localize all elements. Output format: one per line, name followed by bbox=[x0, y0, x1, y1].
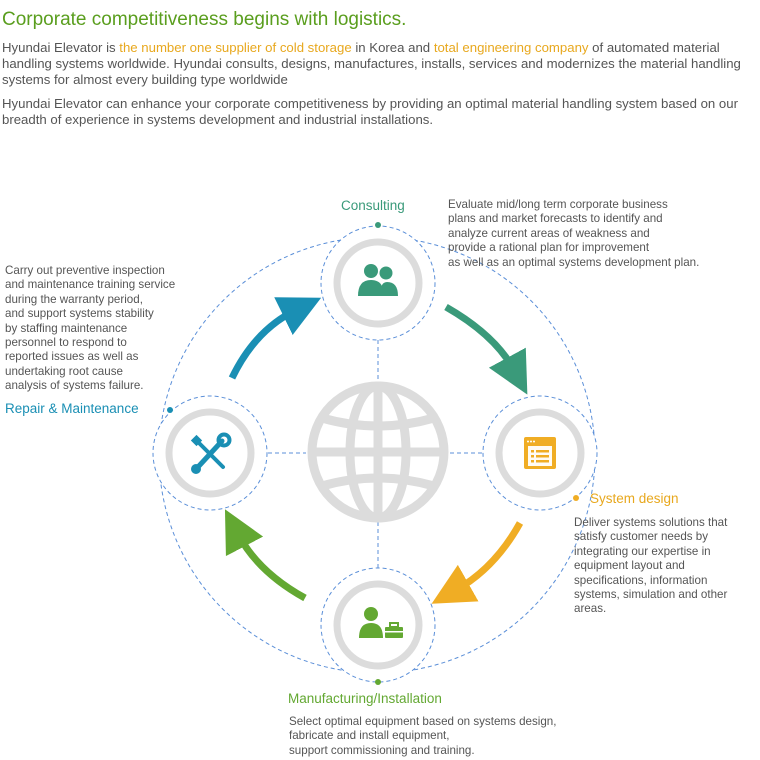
dot-system-design bbox=[573, 495, 579, 501]
arrow-manufacturing-to-repair bbox=[238, 534, 305, 598]
intro-text: Hyundai Elevator is bbox=[2, 40, 120, 55]
dot-consulting bbox=[375, 222, 381, 228]
intro-paragraph-2: Hyundai Elevator can enhance your corporate competitiveness by providing an optimal material handling system based on our breadth of experience in systems development and industrial installations. bbox=[2, 96, 738, 127]
intro-highlight: the number one supplier of cold storage bbox=[119, 40, 352, 55]
intro-text: of automated material handling systems worldwide. Hyundai consults, designs, manufactures, installs, services and modernizes the material handling systems for almost every building type worldwide bbox=[2, 40, 741, 87]
desc-manufacturing: Select optimal equipment based on systems design, fabricate and install equipment, support commissioning and training. bbox=[289, 715, 557, 757]
desc-consulting: Evaluate mid/long term corporate business plans and market forecasts to identify and analyze current areas of weakness and provide a rational plan for improvement as well as an optimal systems development plan. bbox=[448, 198, 700, 269]
page-title: Corporate competitiveness begins with logistics. bbox=[2, 9, 407, 30]
dot-manufacturing bbox=[375, 679, 381, 685]
label-system-design: System design bbox=[590, 491, 679, 506]
desc-repair: Carry out preventive inspection and maintenance training service during the warranty period, and support systems stability by staffing maintenance personnel to respond to reported issues as well as undertaking root cause analysis of systems failure. bbox=[5, 264, 176, 393]
label-repair: Repair & Maintenance bbox=[5, 401, 139, 416]
arrow-design-to-manufacturing bbox=[456, 523, 520, 590]
arrow-repair-to-consulting bbox=[232, 310, 296, 378]
globe-icon bbox=[312, 386, 444, 518]
intro-highlight: total engineering company bbox=[433, 40, 589, 55]
dot-repair bbox=[167, 407, 173, 413]
label-consulting: Consulting bbox=[341, 198, 405, 213]
arrow-consulting-to-design bbox=[446, 307, 514, 370]
intro-text: in Korea and bbox=[351, 40, 434, 55]
document-list-icon bbox=[524, 437, 556, 469]
desc-system-design: Deliver systems solutions that satisfy customer needs by integrating our expertise in equipment layout and specifications, information systems, simulation and other areas. bbox=[574, 516, 728, 616]
label-manufacturing: Manufacturing/Installation bbox=[288, 691, 442, 706]
